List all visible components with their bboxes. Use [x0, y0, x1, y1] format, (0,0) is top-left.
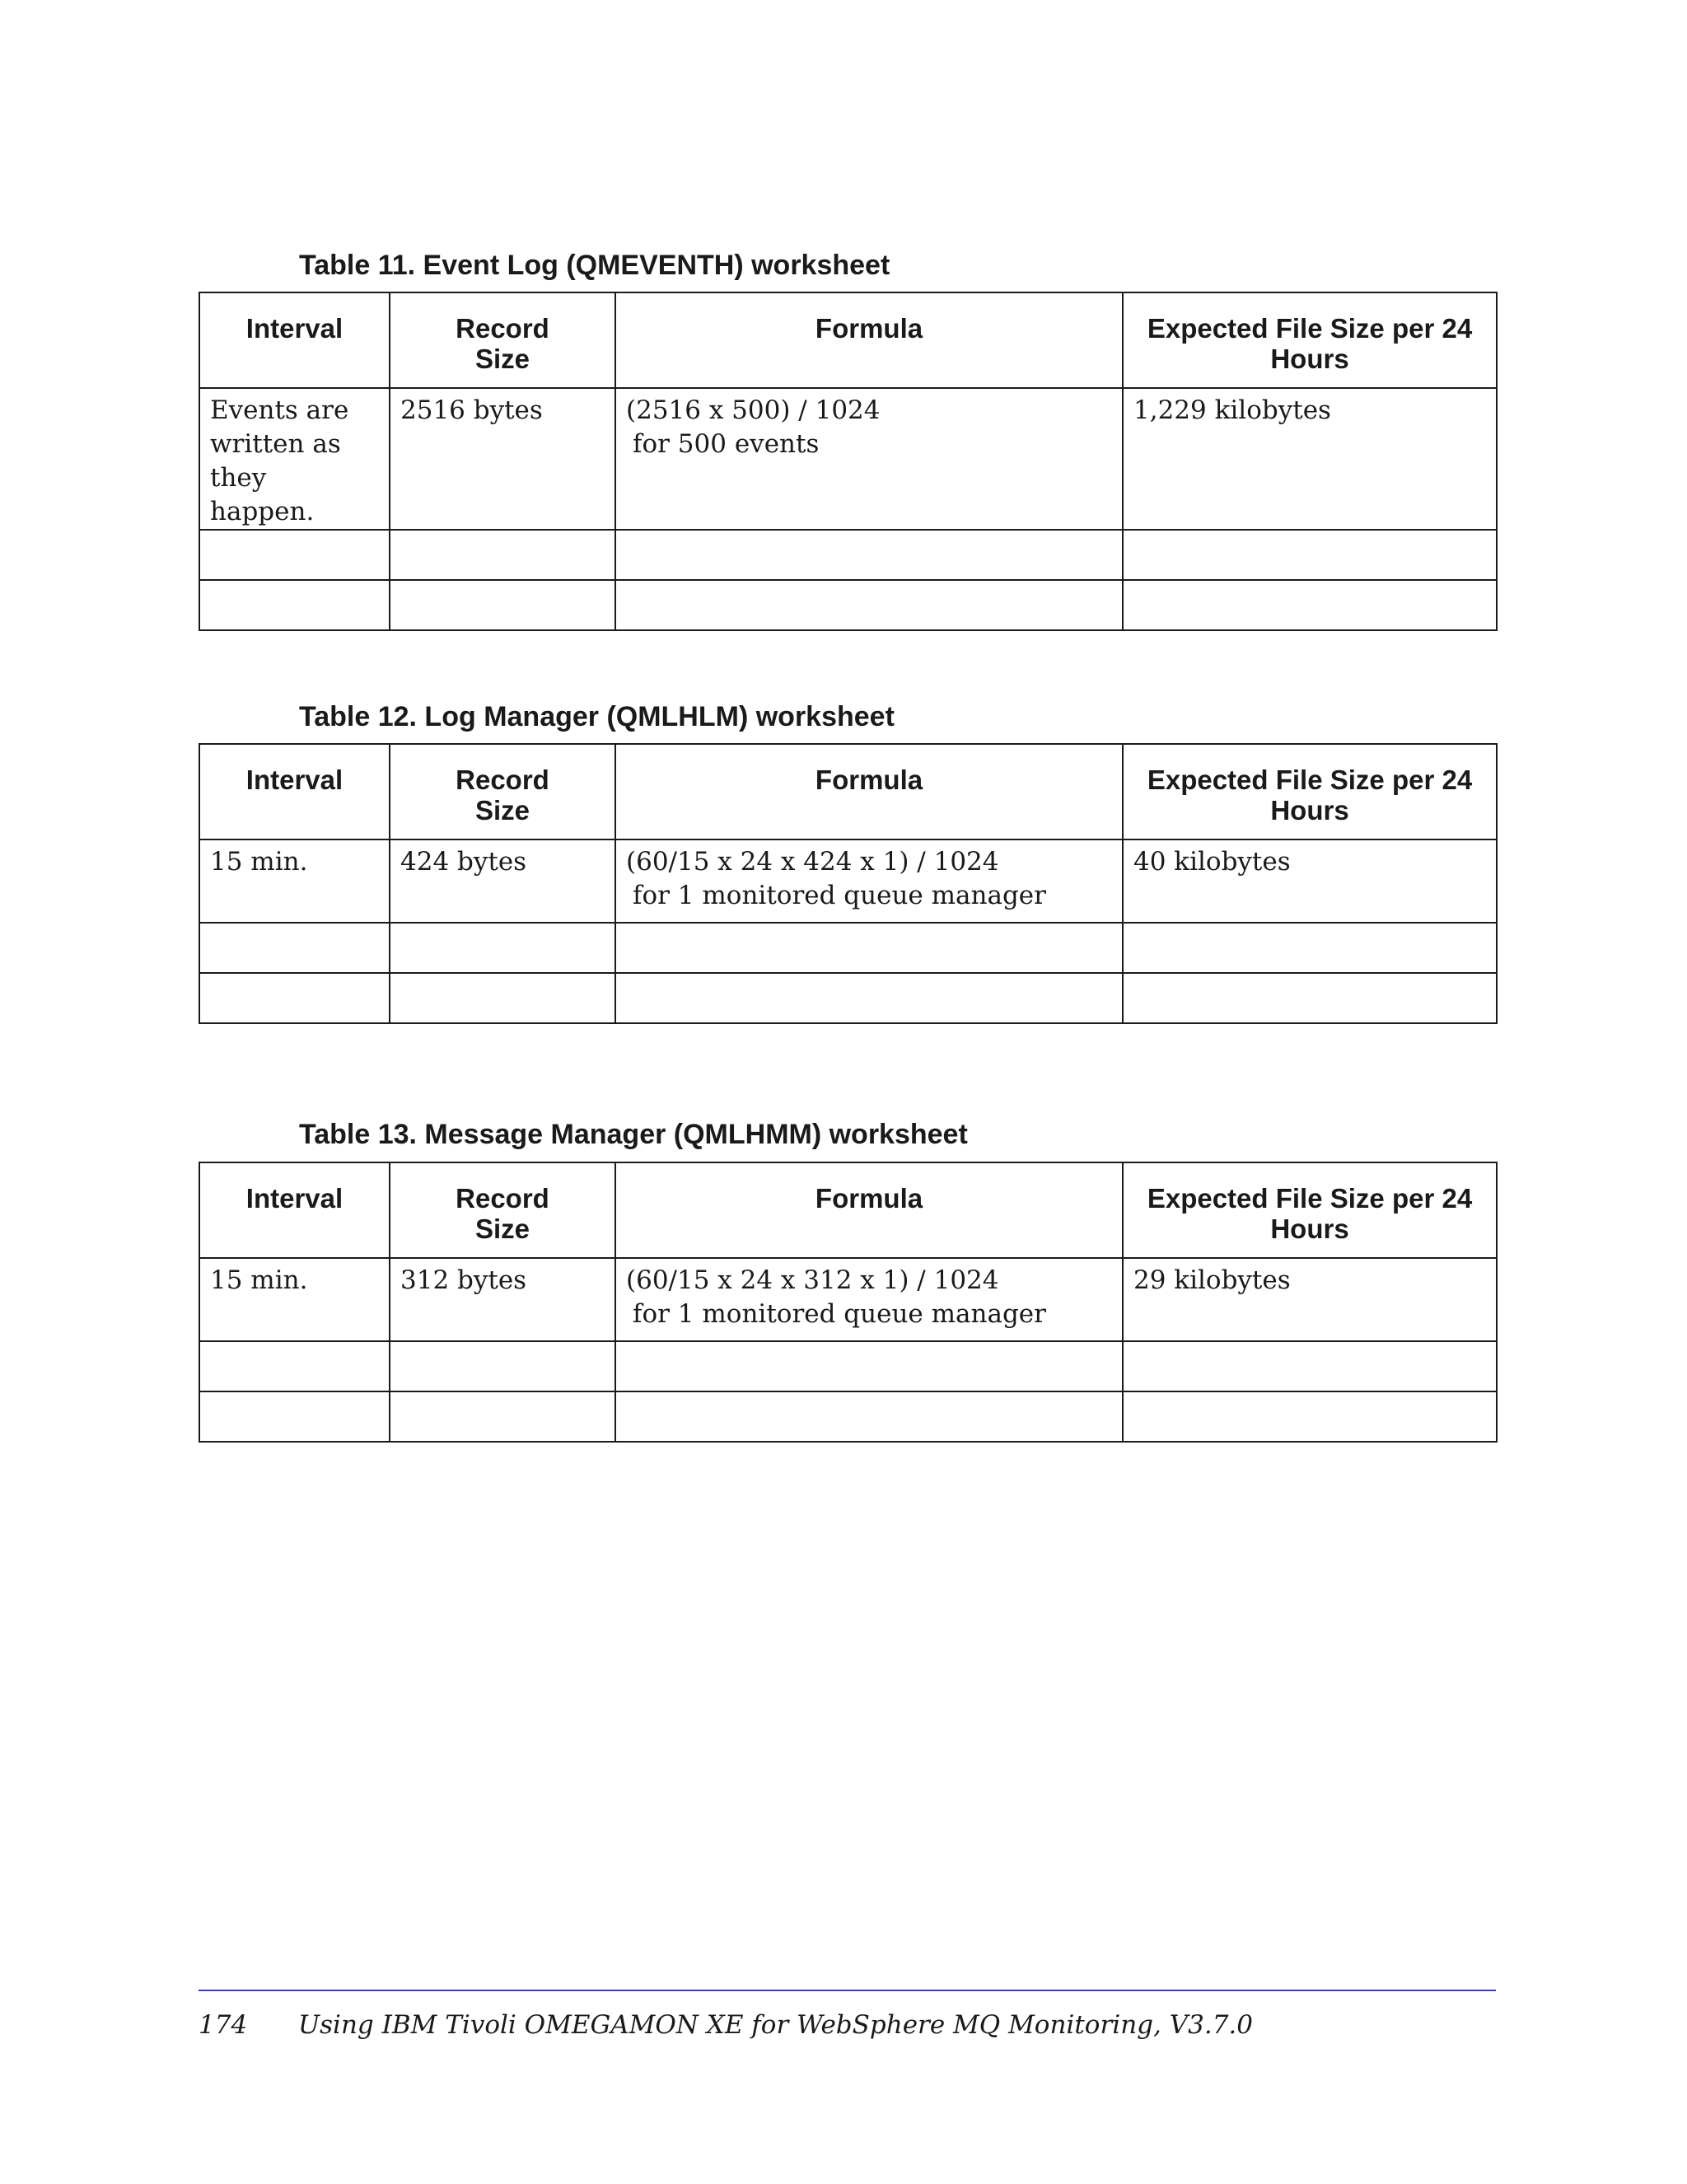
table-row-empty: [199, 923, 1497, 973]
header-record-size: Record Size: [390, 1162, 615, 1258]
cell-formula: (60/15 x 24 x 312 x 1) / 1024 for 1 monitored queue manager: [615, 1258, 1123, 1341]
header-expected-file-size: Expected File Size per 24 Hours: [1123, 744, 1497, 839]
cell-interval: 15 min.: [199, 839, 390, 923]
cell-expected-file-size: 40 kilobytes: [1123, 839, 1497, 923]
table-row-empty: [199, 580, 1497, 630]
cell-record-size: 424 bytes: [390, 839, 615, 923]
table-caption: Table 12. Log Manager (QMLHLM) worksheet: [299, 701, 895, 732]
cell-record-size: 2516 bytes: [390, 388, 615, 530]
page-number: 174: [199, 2010, 248, 2040]
cell-interval: Events are written as they happen.: [199, 388, 390, 530]
cell-expected-file-size: 1,229 kilobytes: [1123, 388, 1497, 530]
table-caption: Table 13. Message Manager (QMLHMM) worksheet: [299, 1119, 968, 1150]
header-expected-file-size: Expected File Size per 24 Hours: [1123, 292, 1497, 388]
table-caption: Table 11. Event Log (QMEVENTH) worksheet: [299, 250, 890, 281]
table-row-empty: [199, 973, 1497, 1023]
cell-formula: (2516 x 500) / 1024 for 500 events: [615, 388, 1123, 530]
cell-interval: 15 min.: [199, 1258, 390, 1341]
table-row-empty: [199, 530, 1497, 580]
header-formula: Formula: [615, 292, 1123, 388]
table-row: [199, 388, 1497, 530]
table-row-empty: [199, 1341, 1497, 1391]
header-interval: Interval: [199, 292, 390, 388]
cell-expected-file-size: 29 kilobytes: [1123, 1258, 1497, 1341]
cell-record-size: 312 bytes: [390, 1258, 615, 1341]
header-record-size: Record Size: [390, 292, 615, 388]
footer-title: Using IBM Tivoli OMEGAMON XE for WebSphere MQ Monitoring, V3.7.0: [298, 2010, 1253, 2040]
header-interval: Interval: [199, 1162, 390, 1258]
table-row-empty: [199, 1391, 1497, 1442]
header-interval: Interval: [199, 744, 390, 839]
table-row: [199, 1258, 1497, 1341]
worksheet-table-message-manager: [199, 1162, 1498, 1443]
table-row: [199, 839, 1497, 923]
table-header-row: [199, 1162, 1497, 1258]
footer-rule: [199, 1990, 1496, 1991]
header-formula: Formula: [615, 744, 1123, 839]
table-header-row: [199, 292, 1497, 388]
table-header-row: [199, 744, 1497, 839]
header-record-size: Record Size: [390, 744, 615, 839]
worksheet-table-log-manager: [199, 743, 1498, 1024]
worksheet-table-event-log: [199, 292, 1498, 631]
header-expected-file-size: Expected File Size per 24 Hours: [1123, 1162, 1497, 1258]
header-formula: Formula: [615, 1162, 1123, 1258]
cell-formula: (60/15 x 24 x 424 x 1) / 1024 for 1 monitored queue manager: [615, 839, 1123, 923]
